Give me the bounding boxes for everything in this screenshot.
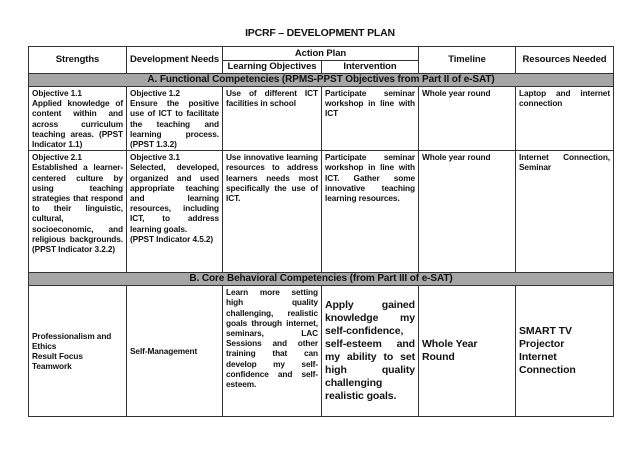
header-resources-needed: Resources Needed [516,47,614,74]
needs-cell [127,151,223,273]
development-plan-table [28,46,614,417]
learning-objectives-cell: Learn more setting high quality challenging, realistic goals through internet, seminars, LAC Sessions and other training that can develop my self-confidence and self-esteem. [223,286,322,417]
objective-heading: Objective 1.1 [32,88,82,98]
strengths-cell [29,87,127,151]
header-learning-objectives: Learning Objectives [223,61,322,74]
intervention-cell: Participate seminar workshop in line with ICT. Gather some innovative teaching learning resources. [322,151,419,273]
header-row [29,47,614,61]
section-b-title: B. Core Behavioral Competencies (from Part III of e-SAT) [29,273,614,286]
intervention-cell: Participate seminar workshop in line with ICT [322,87,419,151]
objective-text: Selected, developed, organized and used appropriate teaching and learning resources, including ICT, to address learning goals. [130,162,219,234]
strengths-cell [29,286,127,417]
header-development-needs: Development Needs [127,47,223,74]
section-a-title: A. Functional Competencies (RPMS-PPST Objectives from Part II of e-SAT) [29,74,614,87]
strength-item: Result Focus [32,351,83,362]
table-row [29,151,614,273]
table-row [29,87,614,151]
objective-heading: Objective 2.1 [32,152,82,163]
header-timeline: Timeline [419,47,516,74]
objective-heading: Objective 3.1 [130,152,180,163]
timeline-cell: Whole Year Round [419,286,516,417]
page-title: IPCRF – DEVELOPMENT PLAN [245,27,395,39]
resources-cell: Laptop and internet connection [516,87,614,151]
timeline-cell: Whole year round [419,151,516,273]
resource-item: Projector [519,338,565,351]
strengths-cell [29,151,127,273]
section-b-header [29,273,614,286]
table-row [29,286,614,417]
strength-item: Professionalism and Ethics [32,330,112,352]
section-a-header [29,74,614,87]
objective-text: Ensure the positive use of ICT to facilitate the teaching and learning process. (PPST 1.3.2) [130,98,219,150]
strength-item: Teamwork [32,361,72,372]
learning-objectives-cell: Use of different ICT facilities in school [223,87,322,151]
header-strengths: Strengths [29,47,127,74]
header-intervention: Intervention [322,61,419,74]
header-action-plan: Action Plan [223,47,419,61]
needs-cell: Self-Management [127,286,223,417]
resources-cell [516,286,614,417]
timeline-cell: Whole year round [419,87,516,151]
objective-text: Established a learner-centered culture by using teaching strategies that respond to their linguistic, cultural, socioeconomic, and religious backgrounds. (PPST Indicator 3.2.2) [32,162,123,255]
objective-indicator: (PPST Indicator 4.5.2) [130,233,214,244]
intervention-cell: Apply gained knowledge my self-confidence, self-esteem and my ability to set high quality challenging realistic goals. [322,286,419,417]
needs-cell [127,87,223,151]
resources-cell: Internet Connection, Seminar [516,151,614,273]
resource-item: SMART TV [519,325,572,338]
learning-objectives-cell: Use innovative learning resources to address learners needs most specifically the use of ICT. [223,151,322,273]
resource-item: Internet Connection [519,351,576,377]
objective-text: Applied knowledge of content within and across curriculum teaching areas. (PPST Indicator 1.1) [32,98,123,150]
objective-heading: Objective 1.2 [130,88,180,98]
